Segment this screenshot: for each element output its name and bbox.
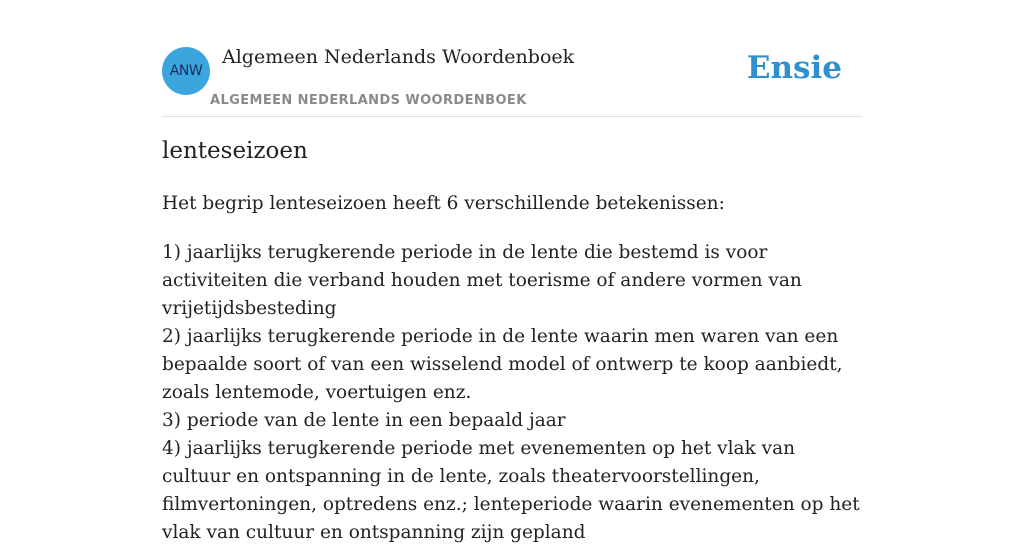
meaning-item: 3) periode van de lente in een bepaald jaar: [162, 410, 566, 431]
anw-logo[interactable]: ANW: [162, 47, 210, 95]
entry-word: lenteseizoen: [162, 138, 308, 164]
ensie-brand-logo[interactable]: Ensie: [746, 50, 842, 86]
meanings-list: [162, 239, 862, 547]
meaning-item: 2) jaarlijks terugkerende periode in de lente waarin men waren van een bepaalde soort of van een wisselend model of ontwerp te koop aanbiedt, zoals lentemode, voertuigen enz.: [162, 326, 843, 403]
site-title[interactable]: Algemeen Nederlands Woordenboek: [222, 46, 575, 68]
site-subtitle: ALGEMEEN NEDERLANDS WOORDENBOEK: [210, 93, 527, 108]
meaning-item: 1) jaarlijks terugkerende periode in de lente die bestemd is voor activiteiten die verband houden met toerisme of andere vormen van vrijetijdsbesteding: [162, 242, 802, 319]
site-header: [162, 46, 862, 117]
entry-intro: Het begrip lenteseizoen heeft 6 verschillende betekenissen:: [162, 193, 725, 214]
meaning-item: 4) jaarlijks terugkerende periode met evenementen op het vlak van cultuur en ontspanning in de lente, zoals theatervoorstellingen, filmvertoningen, optredens enz.; lenteperiode waarin evenementen op het vlak van cultuur en ontspanning zijn gepland: [162, 438, 860, 543]
